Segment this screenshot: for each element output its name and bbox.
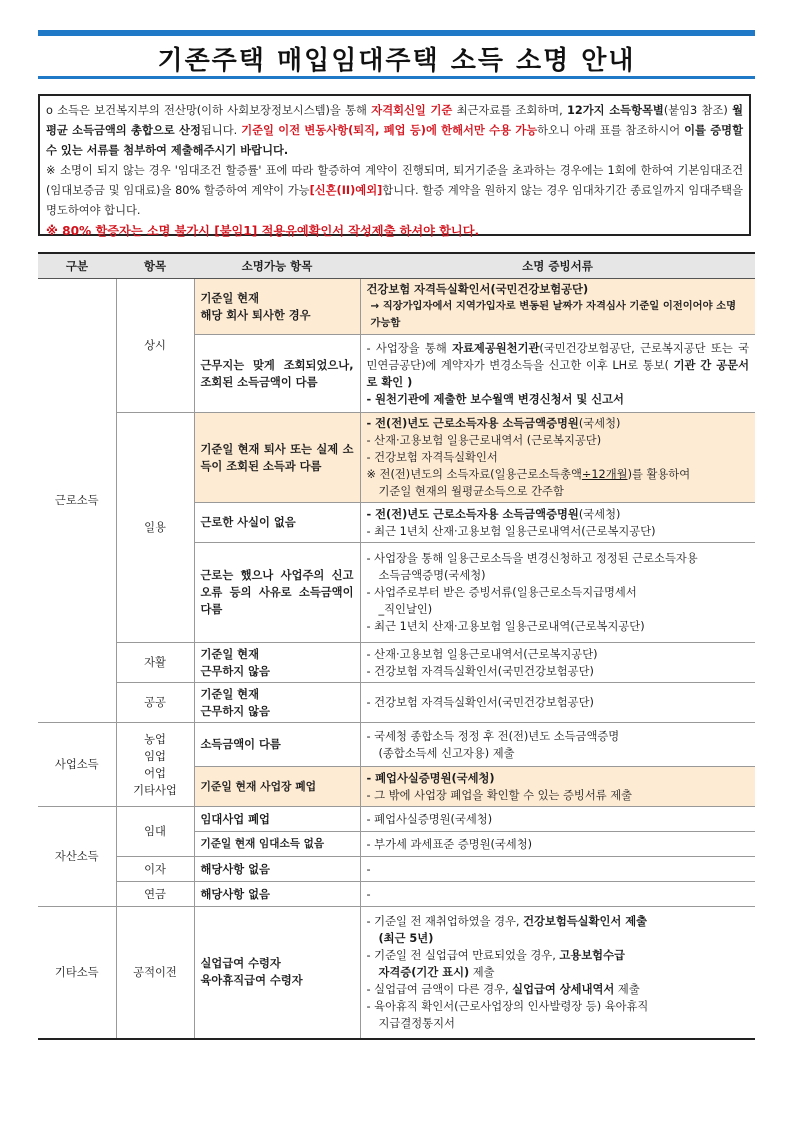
provable-item-text: 실업급여 수령자 육아휴직급여 수령자 bbox=[200, 957, 303, 988]
provable-item: 임대사업 폐업 bbox=[194, 807, 360, 832]
provable-item bbox=[194, 643, 360, 683]
doc-text: - 실업급여 금액이 다른 경우, bbox=[366, 982, 513, 996]
doc-line: → 직장가입자에서 지역가입자로 변동된 날짜가 자격심사 기준일 이전이어야 소명 가능함 bbox=[370, 300, 737, 329]
doc-line: 소득금액증명(국세청) bbox=[378, 569, 486, 582]
proof-docs: - bbox=[360, 882, 755, 907]
notice-paragraph-2 bbox=[46, 161, 743, 221]
doc-line: - 그 밖에 사업장 폐업을 확인할 수 있는 증빙서류 제출 bbox=[366, 788, 633, 802]
doc-line: 건강보험 자격득실확인서(국민건강보험공단) bbox=[366, 283, 589, 296]
group-labor: 근로소득 bbox=[38, 279, 116, 723]
table-row bbox=[38, 683, 755, 723]
doc-line: (종합소득세 신고자용) 제출 bbox=[378, 746, 515, 760]
notice-paragraph-3: ※ 80% 할증자는 소명 불가시 [붙임1] 적용유예확인서 작성제출 하셔야 합니다. bbox=[46, 224, 480, 238]
table-row bbox=[38, 723, 755, 767]
group-other: 기타소득 bbox=[38, 907, 116, 1039]
title-bottom-rule bbox=[38, 76, 755, 79]
doc-text: - 사업장을 통해 bbox=[366, 341, 453, 355]
item-daily: 일용 bbox=[116, 413, 194, 643]
doc-line: 지급결정통지서 bbox=[378, 1016, 455, 1030]
doc-line: - 국세청 종합소득 정정 후 전(전)년도 소득금액증명 bbox=[366, 729, 620, 743]
notice-text: o 소득은 보건복지부의 전산망(이하 사회보장정보시스템)을 통해 bbox=[46, 104, 372, 117]
item-pension: 연금 bbox=[116, 882, 194, 907]
header-provable-item: 소명가능 항목 bbox=[194, 253, 360, 279]
income-proof-table bbox=[38, 252, 755, 1040]
item-interest: 이자 bbox=[116, 857, 194, 882]
doc-line: - 육아휴직 확인서(근로사업장의 인사발령장 등) 육아휴직 bbox=[366, 999, 649, 1013]
table-header-row bbox=[38, 253, 755, 279]
page-title: 기존주택 매입임대주택 소득 소명 안내 bbox=[157, 46, 636, 76]
provable-item: 근로는 했으나 사업주의 신고 오류 등의 사유로 소득금액이 다름 bbox=[194, 543, 360, 643]
proof-docs bbox=[360, 279, 755, 335]
doc-line: - 산재·고용보험 일용근로내역서 (근로복지공단) bbox=[366, 434, 602, 447]
provable-item bbox=[194, 907, 360, 1039]
doc-text: 제출 bbox=[614, 982, 640, 996]
doc-bold: 실업급여 상세내역서 bbox=[512, 982, 615, 996]
group-asset: 자산소득 bbox=[38, 807, 116, 907]
doc-bold: 자격증(기간 표시) bbox=[378, 965, 470, 979]
proof-docs bbox=[360, 543, 755, 643]
item-farming bbox=[116, 723, 194, 807]
doc-line: - 사업주로부터 받은 증빙서류(일용근로소득지급명세서 bbox=[366, 586, 637, 599]
provable-item-text: 기준일 현재 근무하지 않음 bbox=[200, 647, 270, 678]
proof-docs bbox=[360, 723, 755, 767]
group-business: 사업소득 bbox=[38, 723, 116, 807]
doc-line: 기준일 현재의 월평균소득으로 간주함 bbox=[378, 485, 564, 498]
proof-docs bbox=[360, 683, 755, 723]
notice-highlight: [신혼(II)예외] bbox=[309, 184, 383, 197]
notice-text: 최근자료를 조회하며, bbox=[452, 104, 568, 117]
table-row bbox=[38, 643, 755, 683]
provable-item: 기준일 현재 임대소득 없음 bbox=[194, 832, 360, 857]
table-row bbox=[38, 279, 755, 335]
doc-bold: - 전(전)년도 근로소득자용 소득금액증명원 bbox=[366, 417, 579, 430]
notice-bold: 이를 증명할 수 있는 서류를 첨부하여 제출해주시기 바랍니다. bbox=[46, 124, 744, 157]
doc-line: - 건강보험 자격득실확인서(국민건강보험공단) bbox=[366, 664, 594, 678]
notice-text: ※ 소명이 되지 않는 경우 '임대조건 할증률' 표에 따라 할증하여 계약이 진행되며, 퇴거기준을 초과하는 경우에는 1회에 한하여 기본임대조건(임대보증금 및 임대료)을 80% 할증하여 계약이 가능 bbox=[46, 164, 743, 197]
notice-highlight: 기준일 이전 변동사항(퇴직, 폐업 등)에 한해서만 수용 가능 bbox=[241, 124, 538, 137]
proof-docs bbox=[360, 413, 755, 503]
proof-docs bbox=[360, 907, 755, 1039]
proof-docs: - 부가세 과세표준 증명원(국세청) bbox=[360, 832, 755, 857]
provable-item: 기준일 현재 퇴사 또는 실제 소득이 조회된 소득과 다름 bbox=[194, 413, 360, 503]
item-public: 공공 bbox=[116, 683, 194, 723]
doc-bold: 기관 간 공문서로 확인 ) bbox=[366, 358, 749, 389]
doc-bold: 건강보험득실확인서 제출 bbox=[523, 914, 648, 928]
provable-item: 기준일 현재 사업장 폐업 bbox=[194, 767, 360, 807]
title-top-rule bbox=[38, 30, 755, 36]
proof-docs bbox=[360, 767, 755, 807]
item-rent: 임대 bbox=[116, 807, 194, 857]
doc-underline: ÷12개월 bbox=[581, 468, 628, 481]
provable-item: 해당사항 없음 bbox=[194, 882, 360, 907]
doc-line: - 사업장을 통해 일용근로소득을 변경신청하고 정정된 근로소득자용 bbox=[366, 552, 698, 565]
proof-docs bbox=[360, 335, 755, 413]
proof-docs: - 폐업사실증명원(국세청) bbox=[360, 807, 755, 832]
provable-item: 해당사항 없음 bbox=[194, 857, 360, 882]
doc-text: 제출 bbox=[469, 965, 495, 979]
notice-bold: 12가지 소득항목별 bbox=[567, 104, 664, 117]
doc-line: - 원천기관에 제출한 보수월액 변경신청서 및 신고서 bbox=[366, 392, 624, 406]
doc-line: - 산재·고용보험 일용근로내역서(근로복지공단) bbox=[366, 647, 598, 661]
proof-docs: - bbox=[360, 857, 755, 882]
provable-item: 근무지는 맞게 조회되었으나, 조회된 소득금액이 다름 bbox=[194, 335, 360, 413]
table-row bbox=[38, 413, 755, 503]
notice-text: (붙임3 참조) bbox=[663, 104, 733, 117]
notice-highlight: 자격회신일 기준 bbox=[371, 104, 453, 117]
notice-bold: 월평균 소득금액의 총합으로 산정 bbox=[46, 104, 743, 137]
doc-bold: 고용보험수급 bbox=[559, 948, 625, 962]
notice-paragraph-1 bbox=[46, 101, 743, 161]
doc-line: - 건강보험 자격득실확인서(국민건강보험공단) bbox=[366, 696, 594, 709]
item-regular: 상시 bbox=[116, 279, 194, 413]
doc-text: )를 활용하여 bbox=[627, 468, 691, 481]
doc-text: - 기준일 전 실업급여 만료되었을 경우, bbox=[366, 948, 560, 962]
doc-text: (국세청) bbox=[578, 417, 621, 430]
proof-docs bbox=[360, 643, 755, 683]
notice-text: 합니다. 할증 계약을 원하지 않는 경우 임대차기간 종료일까지 임대주택을 명도하여야 합니다. bbox=[46, 184, 743, 217]
provable-item-text: 기준일 현재 해당 회사 퇴사한 경우 bbox=[200, 291, 311, 322]
doc-line: _직인날인) bbox=[378, 603, 433, 616]
doc-bold: - 전(전)년도 근로소득자용 소득금액증명원 bbox=[366, 507, 579, 521]
provable-item-text: 기준일 현재 근무하지 않음 bbox=[200, 687, 270, 718]
notice-box bbox=[38, 94, 751, 236]
doc-text: ※ 전(전)년도의 소득자료(일용근로소득총액 bbox=[366, 468, 582, 481]
doc-line: - 건강보험 자격득실확인서 bbox=[366, 451, 498, 464]
table-row bbox=[38, 882, 755, 907]
doc-line: - 최근 1년치 산재·고용보험 일용근로내역서(근로복지공단) bbox=[366, 524, 656, 538]
proof-docs bbox=[360, 503, 755, 543]
provable-item: 근로한 사실이 없음 bbox=[194, 503, 360, 543]
notice-text: 하오니 아래 표를 참조하시어 bbox=[537, 124, 685, 137]
item-public-transfer: 공적이전 bbox=[116, 907, 194, 1039]
notice-text: 됩니다. bbox=[200, 124, 242, 137]
doc-line: - 폐업사실증명원(국세청) bbox=[366, 771, 495, 785]
provable-item bbox=[194, 683, 360, 723]
header-proof-documents: 소명 증빙서류 bbox=[360, 253, 755, 279]
provable-item bbox=[194, 279, 360, 335]
provable-item: 소득금액이 다름 bbox=[194, 723, 360, 767]
doc-text: (국민건강보험공단, 근로복지공단 또는 국민연금공단)에 계약자가 변경소득을 신고한 이후 LH로 통보( bbox=[366, 341, 749, 372]
item-selfsupport: 자활 bbox=[116, 643, 194, 683]
doc-bold: 자료제공원천기관 bbox=[452, 341, 540, 355]
item-farming-text: 농업 임업 어업 기타사업 bbox=[133, 732, 177, 797]
table-row bbox=[38, 857, 755, 882]
doc-line: - 최근 1년치 산재·고용보험 일용근로내역(근로복지공단) bbox=[366, 620, 645, 633]
doc-text: (국세청) bbox=[578, 507, 621, 521]
table-row bbox=[38, 907, 755, 1039]
header-item: 항목 bbox=[116, 253, 194, 279]
table-row bbox=[38, 807, 755, 832]
doc-line: (최근 5년) bbox=[378, 931, 434, 945]
doc-text: - 기준일 전 재취업하였을 경우, bbox=[366, 914, 524, 928]
header-category: 구분 bbox=[38, 253, 116, 279]
